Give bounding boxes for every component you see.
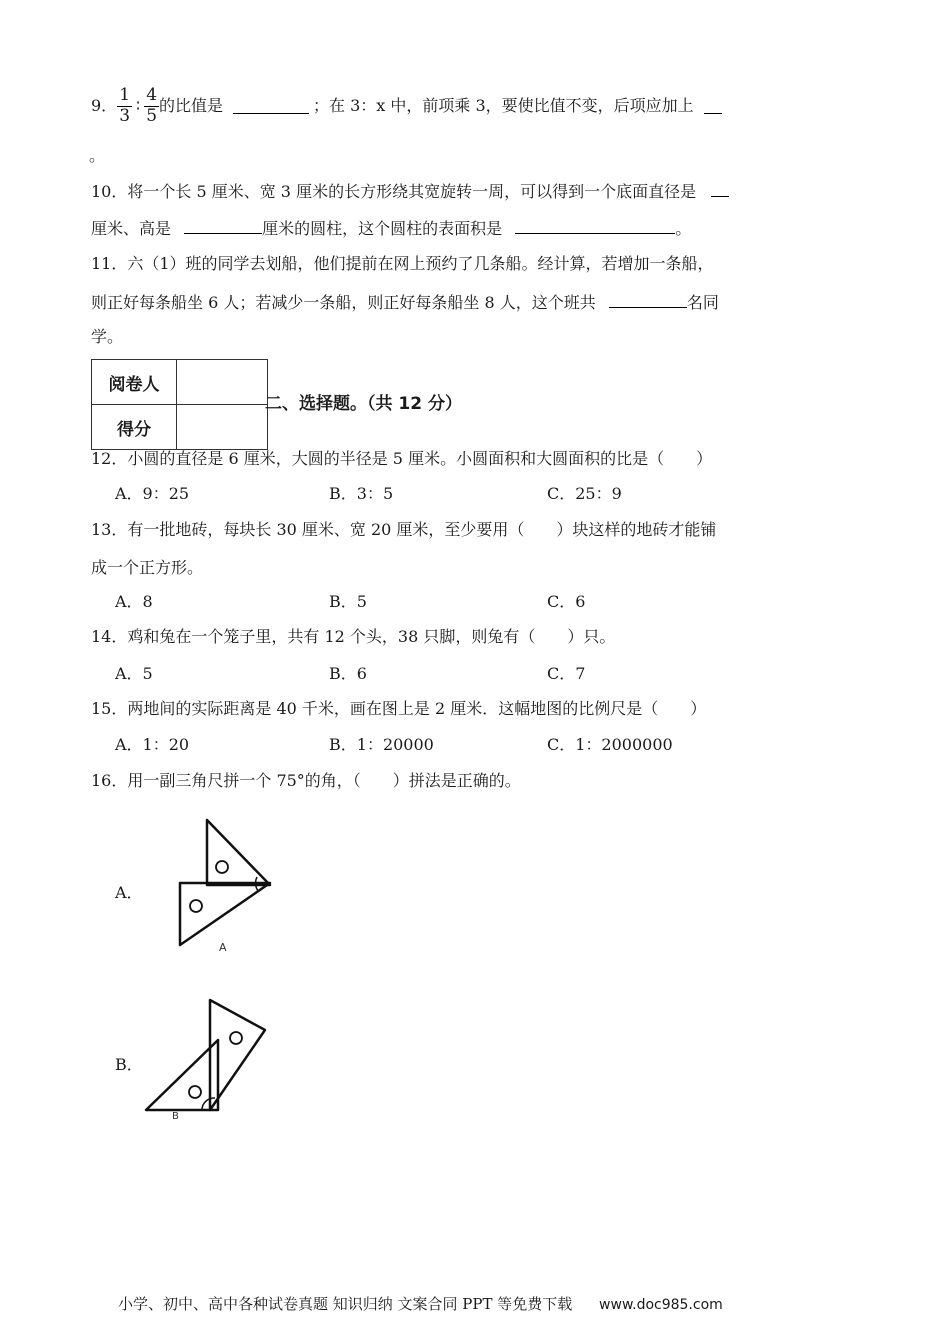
- q13-line-2: 成一个正方形。: [91, 558, 204, 577]
- q10-line-1: 10．将一个长 5 厘米、宽 3 厘米的长方形绕其宽旋转一周，可以得到一个底面直径是: [91, 182, 729, 200]
- q13-option-a[interactable]: A．8: [115, 592, 153, 611]
- q16-option-a-label[interactable]: A．: [115, 883, 143, 902]
- q10-answer-blank-1[interactable]: [711, 182, 729, 197]
- question-9: [91, 84, 722, 128]
- score-table: [91, 359, 268, 450]
- q9-number: 9．: [91, 96, 118, 115]
- footer-text: 小学、初中、高中各种试卷真题 知识归纳 文案合同 PPT 等免费下载: [118, 1295, 573, 1313]
- q9-answer-blank-2[interactable]: [704, 99, 722, 114]
- q11-line-3: 学。: [91, 327, 124, 346]
- q9-text-2: ；在 3：x 中，前项乘 3，要使比值不变，后项应加上: [313, 96, 694, 115]
- q16-option-b-figure[interactable]: [140, 995, 280, 1120]
- q14-option-a[interactable]: A．5: [115, 664, 153, 683]
- reviewer-label: 阅卷人: [92, 360, 177, 405]
- q13-option-b[interactable]: B．5: [329, 592, 367, 611]
- footer-url[interactable]: www.doc985.com: [599, 1297, 723, 1313]
- q12-option-b[interactable]: B．3：5: [329, 484, 394, 503]
- q11-answer-blank[interactable]: [609, 293, 687, 308]
- q10-line-2: 厘米、高是 厘米的圆柱，这个圆柱的表面积是 。: [91, 219, 692, 238]
- q10-answer-blank-2[interactable]: [184, 219, 262, 234]
- set-square-hole-icon: [230, 1032, 242, 1044]
- q16-stem: 16．用一副三角尺拼一个 75°的角，（ ）拼法是正确的。: [91, 771, 521, 790]
- q11-line-2: 则正好每条船坐 6 人；若减少一条船，则正好每条船坐 8 人，这个班共 名同: [91, 293, 719, 312]
- q9-continuation: 。: [89, 146, 106, 165]
- fraction-one-third: $\frac{1}{3}$: [119, 84, 131, 126]
- score-label: 得分: [92, 405, 177, 450]
- q12-stem: 12．小圆的直径是 6 厘米，大圆的半径是 5 厘米。小圆面积和大圆面积的比是（ ）: [91, 449, 713, 468]
- q16-option-b-label[interactable]: B．: [115, 1055, 143, 1074]
- section-2-heading: 二、选择题。（共 12 分）: [265, 394, 462, 414]
- q15-option-a[interactable]: A．1：20: [115, 735, 190, 754]
- q14-option-c[interactable]: C．7: [547, 664, 586, 683]
- set-square-hole-icon: [190, 900, 202, 912]
- figure-a-mark: A: [219, 941, 227, 954]
- fraction-four-fifths: $\frac{4}{5}$: [146, 84, 158, 126]
- ratio-separator: ∶: [136, 96, 141, 115]
- score-field[interactable]: [177, 405, 268, 450]
- q15-option-c[interactable]: C．1：2000000: [547, 735, 673, 754]
- q15-option-b[interactable]: B．1：20000: [329, 735, 434, 754]
- q15-stem: 15．两地间的实际距离是 40 千米，画在图上是 2 厘米．这幅地图的比例尺是（ ）: [91, 699, 707, 718]
- set-square-upper-icon: [207, 820, 270, 885]
- q9-text-1: 的比值是: [159, 96, 224, 115]
- q9-answer-blank-1[interactable]: [233, 99, 309, 114]
- q16-option-a-figure[interactable]: [145, 805, 280, 955]
- q12-option-c[interactable]: C．25：9: [547, 484, 622, 503]
- q10-answer-blank-3[interactable]: [515, 219, 675, 234]
- q13-line-1: 13．有一批地砖，每块长 30 厘米、宽 20 厘米，至少要用（ ）块这样的地砖才能铺: [91, 520, 717, 539]
- q14-stem: 14．鸡和兔在一个笼子里，共有 12 个头，38 只脚，则兔有（ ）只。: [91, 627, 616, 646]
- set-square-hole-icon: [216, 861, 228, 873]
- reviewer-field[interactable]: [177, 360, 268, 405]
- q12-option-a[interactable]: A．9：25: [115, 484, 190, 503]
- q11-line-1: 11．六（1）班的同学去划船，他们提前在网上预约了几条船。经计算，若增加一条船，: [91, 254, 714, 273]
- q13-option-c[interactable]: C．6: [547, 592, 586, 611]
- set-square-hole-icon: [189, 1086, 201, 1098]
- set-square-lower-icon: [180, 883, 270, 945]
- footer: [118, 1297, 723, 1312]
- q14-option-b[interactable]: B．6: [329, 664, 367, 683]
- figure-b-mark: B: [172, 1111, 179, 1120]
